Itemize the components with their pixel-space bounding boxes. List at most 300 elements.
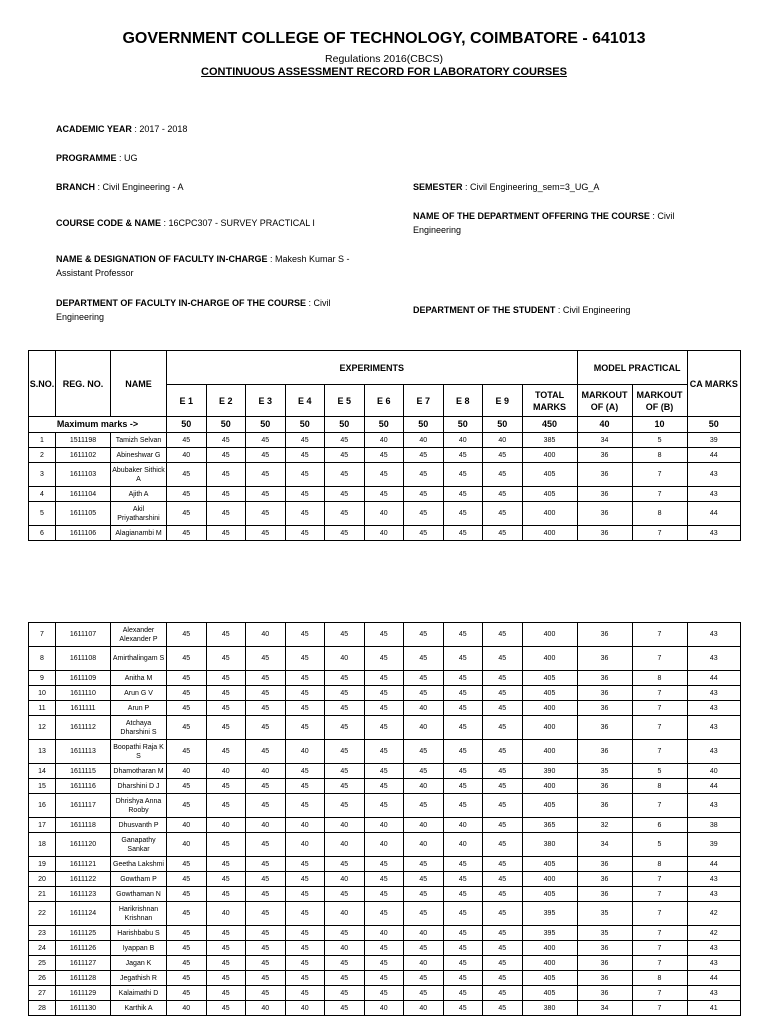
row-mark: 45 xyxy=(285,971,325,986)
table-row xyxy=(29,502,741,526)
row-sno: 17 xyxy=(29,818,56,833)
row-mark: 385 xyxy=(522,433,577,448)
row-mark: 40 xyxy=(325,902,365,926)
row-regno: 1611106 xyxy=(56,526,111,541)
row-mark: 45 xyxy=(483,686,523,701)
row-mark: 45 xyxy=(285,956,325,971)
row-mark: 45 xyxy=(325,487,365,502)
row-mark: 43 xyxy=(687,526,741,541)
row-mark: 45 xyxy=(325,686,365,701)
row-name: Iyappan B xyxy=(111,941,167,956)
row-mark: 45 xyxy=(325,623,365,647)
markout-b-header: MARKOUT OF (B) xyxy=(632,385,687,417)
row-mark: 40 xyxy=(285,833,325,857)
row-mark: 40 xyxy=(364,526,404,541)
row-mark: 45 xyxy=(285,647,325,671)
row-mark: 7 xyxy=(632,986,687,1001)
row-mark: 45 xyxy=(443,887,483,902)
row-mark: 36 xyxy=(577,941,632,956)
row-mark: 45 xyxy=(206,941,246,956)
row-mark: 400 xyxy=(522,623,577,647)
row-regno: 1611122 xyxy=(56,872,111,887)
row-mark: 45 xyxy=(285,433,325,448)
row-mark: 45 xyxy=(167,941,207,956)
row-name: Gowtham P xyxy=(111,872,167,887)
row-mark: 45 xyxy=(364,986,404,1001)
row-mark: 45 xyxy=(246,941,286,956)
row-mark: 43 xyxy=(687,487,741,502)
row-mark: 45 xyxy=(246,463,286,487)
table-row xyxy=(29,716,741,740)
row-name: Akil Priyatharshini xyxy=(111,502,167,526)
row-mark: 45 xyxy=(167,872,207,887)
row-mark: 32 xyxy=(577,818,632,833)
row-mark: 45 xyxy=(364,448,404,463)
row-regno: 1611109 xyxy=(56,671,111,686)
row-mark: 7 xyxy=(632,1001,687,1016)
row-mark: 43 xyxy=(687,647,741,671)
row-name: Gowthaman N xyxy=(111,887,167,902)
row-sno: 12 xyxy=(29,716,56,740)
row-mark: 34 xyxy=(577,833,632,857)
row-mark: 45 xyxy=(285,857,325,872)
row-mark: 45 xyxy=(364,902,404,926)
row-mark: 45 xyxy=(483,487,523,502)
row-mark: 40 xyxy=(167,1001,207,1016)
row-mark: 45 xyxy=(404,463,444,487)
row-mark: 45 xyxy=(404,764,444,779)
row-mark: 45 xyxy=(325,701,365,716)
row-mark: 45 xyxy=(483,502,523,526)
record-subtitle: CONTINUOUS ASSESSMENT RECORD FOR LABORATORY COURSES xyxy=(201,66,567,78)
row-name: Amirthalingam S xyxy=(111,647,167,671)
row-mark: 45 xyxy=(443,779,483,794)
row-mark: 405 xyxy=(522,794,577,818)
row-mark: 40 xyxy=(404,956,444,971)
table-row xyxy=(29,1001,741,1016)
row-mark: 405 xyxy=(522,887,577,902)
row-mark: 43 xyxy=(687,794,741,818)
max-mark: 50 xyxy=(206,417,246,433)
row-mark: 45 xyxy=(167,857,207,872)
row-mark: 45 xyxy=(285,502,325,526)
row-name: Abubaker Sithick A xyxy=(111,463,167,487)
row-regno: 1611127 xyxy=(56,956,111,971)
row-mark: 45 xyxy=(483,716,523,740)
row-mark: 36 xyxy=(577,526,632,541)
row-mark: 45 xyxy=(246,433,286,448)
table-row xyxy=(29,956,741,971)
row-mark: 45 xyxy=(404,671,444,686)
row-name: Abineshwar G xyxy=(111,448,167,463)
row-mark: 41 xyxy=(687,1001,741,1016)
row-mark: 45 xyxy=(483,818,523,833)
e4-header: E 4 xyxy=(285,385,325,417)
row-mark: 45 xyxy=(443,794,483,818)
row-mark: 45 xyxy=(404,502,444,526)
row-mark: 400 xyxy=(522,941,577,956)
row-mark: 40 xyxy=(206,818,246,833)
row-regno: 1611112 xyxy=(56,716,111,740)
row-mark: 45 xyxy=(483,779,523,794)
row-mark: 405 xyxy=(522,686,577,701)
row-regno: 1611120 xyxy=(56,833,111,857)
row-mark: 40 xyxy=(206,764,246,779)
row-mark: 45 xyxy=(206,716,246,740)
row-sno: 3 xyxy=(29,463,56,487)
table-row xyxy=(29,487,741,502)
row-mark: 36 xyxy=(577,502,632,526)
row-name: Arun P xyxy=(111,701,167,716)
row-mark: 45 xyxy=(404,941,444,956)
row-mark: 45 xyxy=(443,623,483,647)
row-mark: 45 xyxy=(246,902,286,926)
row-mark: 45 xyxy=(285,902,325,926)
row-mark: 8 xyxy=(632,971,687,986)
row-name: Geetha Lakshmi xyxy=(111,857,167,872)
row-mark: 45 xyxy=(443,1001,483,1016)
row-mark: 40 xyxy=(404,926,444,941)
row-mark: 40 xyxy=(206,902,246,926)
programme: PROGRAMME : UG xyxy=(56,153,138,163)
row-mark: 45 xyxy=(364,794,404,818)
row-mark: 43 xyxy=(687,463,741,487)
row-sno: 18 xyxy=(29,833,56,857)
row-mark: 40 xyxy=(325,818,365,833)
row-name: Harikrishnan Krishnan xyxy=(111,902,167,926)
row-mark: 36 xyxy=(577,701,632,716)
row-regno: 1511198 xyxy=(56,433,111,448)
row-mark: 45 xyxy=(483,986,523,1001)
row-mark: 45 xyxy=(483,1001,523,1016)
row-mark: 45 xyxy=(285,448,325,463)
max-mark: 10 xyxy=(632,417,687,433)
row-sno: 6 xyxy=(29,526,56,541)
row-mark: 45 xyxy=(325,433,365,448)
row-mark: 45 xyxy=(364,671,404,686)
row-mark: 45 xyxy=(206,956,246,971)
student-rows-page1 xyxy=(29,433,741,541)
row-mark: 45 xyxy=(285,701,325,716)
row-mark: 36 xyxy=(577,623,632,647)
row-mark: 45 xyxy=(364,887,404,902)
row-mark: 45 xyxy=(167,647,207,671)
row-mark: 36 xyxy=(577,857,632,872)
row-mark: 36 xyxy=(577,716,632,740)
markout-a-header: MARKOUT OF (A) xyxy=(577,385,632,417)
row-sno: 24 xyxy=(29,941,56,956)
row-mark: 45 xyxy=(325,716,365,740)
row-sno: 26 xyxy=(29,971,56,986)
row-mark: 45 xyxy=(167,671,207,686)
row-mark: 45 xyxy=(404,794,444,818)
row-mark: 45 xyxy=(206,433,246,448)
table-row xyxy=(29,647,741,671)
row-mark: 36 xyxy=(577,671,632,686)
row-mark: 45 xyxy=(167,887,207,902)
table-row xyxy=(29,872,741,887)
table-row xyxy=(29,448,741,463)
row-mark: 8 xyxy=(632,502,687,526)
row-mark: 7 xyxy=(632,794,687,818)
row-mark: 45 xyxy=(246,986,286,1001)
row-mark: 45 xyxy=(364,487,404,502)
row-mark: 45 xyxy=(483,926,523,941)
table-row xyxy=(29,926,741,941)
course-code-name: COURSE CODE & NAME : 16CPC307 - SURVEY PRACTICAL I xyxy=(56,218,315,228)
row-mark: 40 xyxy=(246,623,286,647)
row-mark: 43 xyxy=(687,686,741,701)
row-mark: 45 xyxy=(483,526,523,541)
row-mark: 40 xyxy=(325,872,365,887)
row-mark: 35 xyxy=(577,902,632,926)
row-mark: 7 xyxy=(632,686,687,701)
row-name: Dhrishya Anna Rooby xyxy=(111,794,167,818)
max-mark: 50 xyxy=(443,417,483,433)
row-mark: 38 xyxy=(687,818,741,833)
row-mark: 45 xyxy=(285,623,325,647)
row-regno: 1611104 xyxy=(56,487,111,502)
row-mark: 45 xyxy=(483,887,523,902)
row-mark: 45 xyxy=(285,716,325,740)
row-mark: 45 xyxy=(443,686,483,701)
row-sno: 14 xyxy=(29,764,56,779)
row-mark: 36 xyxy=(577,463,632,487)
row-mark: 45 xyxy=(167,971,207,986)
row-mark: 45 xyxy=(325,1001,365,1016)
max-mark: 50 xyxy=(364,417,404,433)
row-mark: 45 xyxy=(483,764,523,779)
student-rows-page2 xyxy=(29,623,741,1016)
row-mark: 45 xyxy=(364,764,404,779)
row-mark: 45 xyxy=(325,926,365,941)
row-regno: 1611126 xyxy=(56,941,111,956)
row-mark: 40 xyxy=(404,1001,444,1016)
row-mark: 45 xyxy=(206,623,246,647)
regulations-line: Regulations 2016(CBCS) xyxy=(325,53,443,65)
row-mark: 45 xyxy=(364,872,404,887)
row-mark: 45 xyxy=(167,926,207,941)
row-mark: 400 xyxy=(522,872,577,887)
row-mark: 44 xyxy=(687,971,741,986)
e2-header: E 2 xyxy=(206,385,246,417)
row-mark: 40 xyxy=(167,764,207,779)
row-mark: 45 xyxy=(285,487,325,502)
e5-header: E 5 xyxy=(325,385,365,417)
row-mark: 45 xyxy=(483,941,523,956)
table-row xyxy=(29,433,741,448)
row-mark: 45 xyxy=(364,686,404,701)
row-mark: 43 xyxy=(687,887,741,902)
row-sno: 10 xyxy=(29,686,56,701)
row-mark: 45 xyxy=(206,647,246,671)
row-mark: 42 xyxy=(687,902,741,926)
row-mark: 8 xyxy=(632,779,687,794)
row-sno: 21 xyxy=(29,887,56,902)
row-mark: 45 xyxy=(246,833,286,857)
row-mark: 390 xyxy=(522,764,577,779)
row-mark: 40 xyxy=(167,818,207,833)
row-mark: 43 xyxy=(687,956,741,971)
row-mark: 45 xyxy=(443,986,483,1001)
row-mark: 45 xyxy=(483,902,523,926)
row-mark: 40 xyxy=(285,1001,325,1016)
row-mark: 40 xyxy=(364,1001,404,1016)
row-mark: 40 xyxy=(364,433,404,448)
row-regno: 1611117 xyxy=(56,794,111,818)
row-regno: 1611113 xyxy=(56,740,111,764)
row-mark: 7 xyxy=(632,902,687,926)
row-mark: 45 xyxy=(167,986,207,1001)
row-mark: 45 xyxy=(325,740,365,764)
row-mark: 43 xyxy=(687,986,741,1001)
total-marks-header: TOTAL MARKS xyxy=(522,385,577,417)
row-sno: 7 xyxy=(29,623,56,647)
row-mark: 45 xyxy=(443,526,483,541)
row-mark: 45 xyxy=(404,971,444,986)
row-mark: 395 xyxy=(522,902,577,926)
row-mark: 45 xyxy=(364,463,404,487)
max-mark: 40 xyxy=(577,417,632,433)
row-mark: 400 xyxy=(522,779,577,794)
row-mark: 45 xyxy=(404,647,444,671)
row-mark: 45 xyxy=(443,926,483,941)
row-mark: 45 xyxy=(285,463,325,487)
row-mark: 395 xyxy=(522,926,577,941)
row-sno: 4 xyxy=(29,487,56,502)
row-mark: 6 xyxy=(632,818,687,833)
row-regno: 1611124 xyxy=(56,902,111,926)
row-mark: 45 xyxy=(364,956,404,971)
row-mark: 45 xyxy=(206,526,246,541)
table-row xyxy=(29,818,741,833)
row-mark: 7 xyxy=(632,463,687,487)
row-mark: 45 xyxy=(206,1001,246,1016)
row-mark: 45 xyxy=(483,740,523,764)
row-sno: 13 xyxy=(29,740,56,764)
row-mark: 45 xyxy=(325,971,365,986)
faculty-department: DEPARTMENT OF FACULTY IN-CHARGE OF THE COURSE : Civil Engineering xyxy=(56,298,331,322)
row-mark: 43 xyxy=(687,701,741,716)
row-name: Jagan K xyxy=(111,956,167,971)
max-marks-label: Maximum marks -> xyxy=(29,417,167,433)
table-row xyxy=(29,941,741,956)
faculty-in-charge: NAME & DESIGNATION OF FACULTY IN-CHARGE : Makesh Kumar S - Assistant Professor xyxy=(56,254,350,278)
row-regno: 1611110 xyxy=(56,686,111,701)
row-mark: 7 xyxy=(632,701,687,716)
row-mark: 45 xyxy=(325,526,365,541)
row-mark: 36 xyxy=(577,487,632,502)
table-row xyxy=(29,463,741,487)
row-mark: 45 xyxy=(246,872,286,887)
row-mark: 400 xyxy=(522,526,577,541)
row-mark: 45 xyxy=(246,647,286,671)
marks-table-page2 xyxy=(28,622,741,1016)
row-mark: 45 xyxy=(167,433,207,448)
row-mark: 45 xyxy=(246,926,286,941)
row-mark: 45 xyxy=(246,671,286,686)
row-mark: 44 xyxy=(687,857,741,872)
row-mark: 45 xyxy=(246,857,286,872)
row-name: Alexander Alexander P xyxy=(111,623,167,647)
row-sno: 25 xyxy=(29,956,56,971)
row-mark: 45 xyxy=(285,794,325,818)
row-mark: 5 xyxy=(632,833,687,857)
row-mark: 45 xyxy=(483,647,523,671)
row-sno: 5 xyxy=(29,502,56,526)
row-mark: 405 xyxy=(522,463,577,487)
table-row xyxy=(29,623,741,647)
row-sno: 22 xyxy=(29,902,56,926)
row-mark: 400 xyxy=(522,740,577,764)
row-mark: 45 xyxy=(206,502,246,526)
name-header: NAME xyxy=(111,351,167,417)
row-mark: 45 xyxy=(167,623,207,647)
row-mark: 34 xyxy=(577,1001,632,1016)
row-sno: 11 xyxy=(29,701,56,716)
table-row xyxy=(29,740,741,764)
row-mark: 40 xyxy=(167,448,207,463)
row-mark: 40 xyxy=(443,818,483,833)
row-regno: 1611111 xyxy=(56,701,111,716)
row-mark: 36 xyxy=(577,794,632,818)
row-mark: 45 xyxy=(325,794,365,818)
row-mark: 39 xyxy=(687,833,741,857)
row-mark: 40 xyxy=(687,764,741,779)
branch: BRANCH : Civil Engineering - A xyxy=(56,182,184,192)
row-mark: 400 xyxy=(522,448,577,463)
row-mark: 45 xyxy=(206,986,246,1001)
row-mark: 36 xyxy=(577,956,632,971)
row-mark: 8 xyxy=(632,857,687,872)
max-mark: 50 xyxy=(167,417,207,433)
row-mark: 45 xyxy=(404,448,444,463)
row-mark: 36 xyxy=(577,872,632,887)
row-mark: 7 xyxy=(632,872,687,887)
row-mark: 36 xyxy=(577,971,632,986)
row-mark: 43 xyxy=(687,872,741,887)
max-mark: 50 xyxy=(246,417,286,433)
row-mark: 36 xyxy=(577,740,632,764)
row-mark: 45 xyxy=(483,956,523,971)
row-regno: 1611123 xyxy=(56,887,111,902)
row-mark: 45 xyxy=(325,956,365,971)
row-mark: 45 xyxy=(325,986,365,1001)
table-row xyxy=(29,764,741,779)
row-mark: 45 xyxy=(246,526,286,541)
row-mark: 40 xyxy=(443,833,483,857)
row-mark: 400 xyxy=(522,502,577,526)
row-mark: 5 xyxy=(632,433,687,448)
max-mark: 50 xyxy=(404,417,444,433)
row-mark: 45 xyxy=(364,779,404,794)
row-regno: 1611121 xyxy=(56,857,111,872)
row-mark: 40 xyxy=(443,433,483,448)
row-mark: 45 xyxy=(443,941,483,956)
row-name: Harishbabu S xyxy=(111,926,167,941)
row-mark: 405 xyxy=(522,971,577,986)
row-mark: 45 xyxy=(404,857,444,872)
e9-header: E 9 xyxy=(483,385,523,417)
table-row xyxy=(29,779,741,794)
row-mark: 45 xyxy=(443,701,483,716)
row-mark: 7 xyxy=(632,887,687,902)
row-mark: 400 xyxy=(522,716,577,740)
ca-marks-header: CA MARKS xyxy=(687,351,741,417)
row-mark: 7 xyxy=(632,716,687,740)
row-mark: 36 xyxy=(577,779,632,794)
row-mark: 45 xyxy=(167,740,207,764)
